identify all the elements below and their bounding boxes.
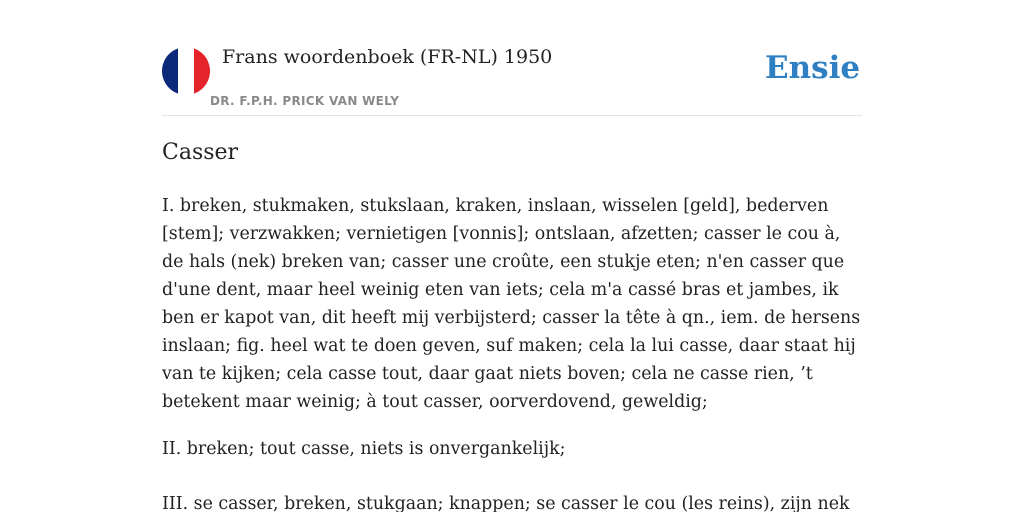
- france-flag-icon: [162, 47, 210, 95]
- dictionary-author[interactable]: DR. F.P.H. PRICK VAN WELY: [210, 94, 400, 108]
- definition-paragraph: I. breken, stukmaken, stukslaan, kraken, inslaan, wisselen [geld], bederven [stem]; verzwakken; vernietigen [vonnis]; ontslaan, afzetten; casser le cou à, de hals (nek) breken van; casser une croûte, een stukje eten; n'en casser que d'une dent, maar heel weinig eten van iets; cela m'a cassé bras et jambes, ik ben er kapot van, dit heeft mij verbijsterd; casser la tête à qn., iem. de hersens inslaan; fig. heel wat te doen geven, suf maken; cela la lui casse, daar staat hij van te kijken; cela casse tout, daar gaat niets boven; cela ne casse rien, ’t betekent maar weinig; à tout casser, oorverdovend, geweldig;: [162, 196, 861, 412]
- entry-headword: Casser: [162, 140, 239, 165]
- header-divider: [162, 115, 862, 116]
- brand-logo[interactable]: Ensie: [765, 50, 861, 86]
- definition-paragraph: II. breken; tout casse, niets is onvergankelijk;: [162, 439, 566, 459]
- flag-stripe-blue: [162, 47, 178, 95]
- dictionary-title[interactable]: Frans woordenboek (FR-NL) 1950: [222, 46, 553, 68]
- flag-stripe-red: [194, 47, 210, 95]
- definition-paragraph: III. se casser, breken, stukgaan; knappen; se casser le cou (les reins), zijn nek: [162, 494, 850, 512]
- flag-stripe-white: [178, 47, 194, 95]
